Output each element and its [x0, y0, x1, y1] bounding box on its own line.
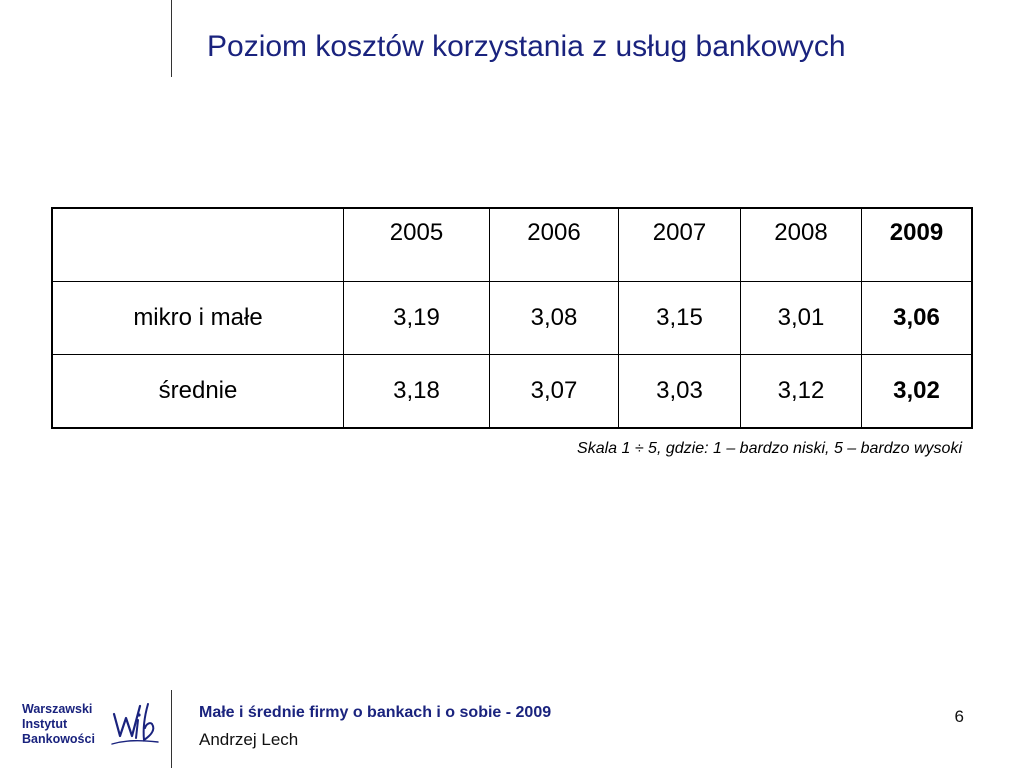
table-row	[52, 282, 972, 355]
logo-line: Instytut	[22, 717, 68, 731]
table-cell: 3,08	[490, 282, 619, 355]
logo-line: Bankowości	[22, 732, 95, 746]
table-corner-cell	[52, 208, 344, 282]
wib-logo	[22, 700, 157, 750]
row-label: średnie	[52, 355, 344, 429]
table-cell: 3,19	[344, 282, 490, 355]
scale-note: Skala 1 ÷ 5, gdzie: 1 – bardzo niski, 5 – bardzo wysoki	[577, 440, 962, 457]
table-cell-highlight: 3,02	[862, 355, 973, 429]
footer-divider-line	[171, 690, 172, 768]
table-header-row	[52, 208, 972, 282]
cost-table	[51, 207, 973, 429]
year-header: 2006	[490, 208, 619, 282]
top-divider-line	[171, 0, 172, 77]
row-label: mikro i małe	[52, 282, 344, 355]
table-cell: 3,01	[741, 282, 862, 355]
year-header: 2008	[741, 208, 862, 282]
footer-title: Małe i średnie firmy o bankach i o sobie - 2009	[199, 704, 552, 721]
table-row	[52, 355, 972, 429]
table-cell: 3,15	[619, 282, 741, 355]
logo-line: Warszawski	[22, 702, 93, 716]
year-header-highlight: 2009	[862, 208, 973, 282]
table-cell: 3,12	[741, 355, 862, 429]
logo-text	[22, 702, 95, 747]
year-header: 2007	[619, 208, 741, 282]
table-cell: 3,18	[344, 355, 490, 429]
wib-signature-icon	[110, 700, 160, 750]
year-header: 2005	[344, 208, 490, 282]
slide-title: Poziom kosztów korzystania z usług bankowych	[207, 30, 846, 63]
footer-author: Andrzej Lech	[199, 730, 299, 749]
table-cell: 3,07	[490, 355, 619, 429]
page-number: 6	[954, 707, 964, 726]
table-cell: 3,03	[619, 355, 741, 429]
table-cell-highlight: 3,06	[862, 282, 973, 355]
